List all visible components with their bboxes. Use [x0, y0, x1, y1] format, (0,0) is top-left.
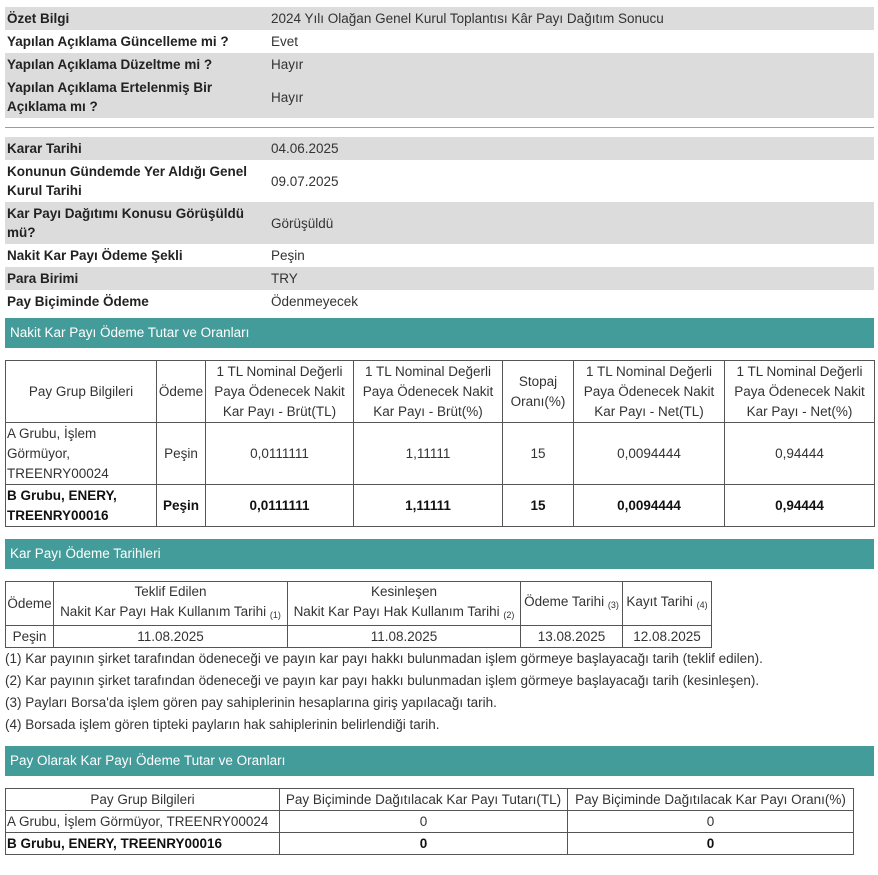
table-row — [6, 423, 875, 485]
table-cell: 11.08.2025 — [54, 626, 288, 648]
stock-dividend-table — [5, 788, 854, 855]
table-cell: 1,11111 — [354, 485, 503, 527]
summary-row — [5, 53, 874, 76]
header-cell — [521, 582, 623, 626]
table-cell: 0,94444 — [725, 423, 875, 485]
footnote: (3) Payları Borsa'da işlem gören pay sahiplerinin hesaplarına giriş yapılacağı tarih. — [5, 695, 497, 710]
details-row — [5, 290, 874, 313]
table-cell: 0 — [280, 833, 568, 855]
details-value: Ödenmeyecek — [271, 294, 359, 309]
details-value: Görüşüldü — [267, 202, 874, 244]
group-cell: A Grubu, İşlem Görmüyor, TREENRY00024 — [6, 423, 157, 485]
header-cell: Pay Grup Bilgileri — [6, 789, 280, 811]
header-cell: 1 TL Nominal Değerli Paya Ödenecek Nakit Kar Payı - Net(TL) — [574, 361, 725, 423]
header-text: Nakit Kar Payı Hak Kullanım Tarihi — [60, 604, 267, 619]
header-cell — [54, 582, 288, 626]
details-row — [5, 244, 874, 267]
header-cell: 1 TL Nominal Değerli Paya Ödenecek Nakit Kar Payı - Brüt(TL) — [206, 361, 354, 423]
table-cell: Peşin — [6, 626, 54, 648]
header-text: Ödeme Tarihi — [524, 594, 605, 609]
summary-value: Evet — [271, 34, 299, 49]
table-cell: 13.08.2025 — [521, 626, 623, 648]
cash-dividend-table — [5, 360, 875, 527]
header-text: Kayıt Tarihi — [626, 594, 693, 609]
group-cell: B Grubu, ENERY, TREENRY00016 — [6, 485, 157, 527]
summary-row — [5, 30, 874, 53]
table-cell: 15 — [503, 423, 574, 485]
table-cell: 11.08.2025 — [288, 626, 521, 648]
table-header-row — [6, 582, 712, 626]
table-row — [6, 626, 712, 648]
summary-value: Hayır — [267, 76, 874, 118]
header-cell: 1 TL Nominal Değerli Paya Ödenecek Nakit Kar Payı - Net(%) — [725, 361, 875, 423]
details-row — [5, 160, 874, 202]
table-cell: 0 — [568, 833, 854, 855]
summary-value: 2024 Yılı Olağan Genel Kurul Toplantısı Kâr Payı Dağıtım Sonucu — [267, 7, 874, 30]
table-cell: 0 — [280, 811, 568, 833]
details-label: Para Birimi — [5, 267, 267, 290]
footnote: (2) Kar payının şirket tarafından ödeneceği ve payın kar payı hakkı bulunmadan işlem görmeye başlayacağı tarih (kesinleşen). — [5, 673, 760, 688]
table-cell: 0,0111111 — [206, 423, 354, 485]
table-cell: 15 — [503, 485, 574, 527]
details-value: 09.07.2025 — [271, 173, 339, 189]
summary-label: Özet Bilgi — [5, 7, 267, 30]
header-cell: Ödeme — [157, 361, 206, 423]
details-table — [5, 137, 874, 313]
details-label: Kar Payı Dağıtımı Konusu Görüşüldü mü? — [5, 202, 267, 244]
header-cell: Stopaj Oranı(%) — [503, 361, 574, 423]
section-header-cash: Nakit Kar Payı Ödeme Tutar ve Oranları — [5, 318, 874, 348]
footnote-ref: (3) — [607, 600, 619, 610]
details-value: Peşin — [271, 248, 305, 263]
table-cell: Peşin — [157, 485, 206, 527]
table-header-row — [6, 361, 875, 423]
table-cell: 0 — [568, 811, 854, 833]
group-cell: B Grubu, ENERY, TREENRY00016 — [6, 833, 280, 855]
section-header-stock: Pay Olarak Kar Payı Ödeme Tutar ve Oranları — [5, 746, 874, 776]
header-cell: Pay Biçiminde Dağıtılacak Kar Payı Tutarı(TL) — [280, 789, 568, 811]
header-line: Kesinleşen — [370, 584, 438, 599]
summary-row — [5, 7, 874, 30]
summary-label: Yapılan Açıklama Güncelleme mi ? — [7, 34, 229, 49]
table-row — [6, 833, 854, 855]
section-header-dates: Kar Payı Ödeme Tarihleri — [5, 539, 874, 569]
details-value: 04.06.2025 — [267, 137, 874, 160]
details-row — [5, 202, 874, 244]
header-cell: 1 TL Nominal Değerli Paya Ödenecek Nakit Kar Payı - Brüt(%) — [354, 361, 503, 423]
header-cell: Pay Biçiminde Dağıtılacak Kar Payı Oranı(%) — [568, 789, 854, 811]
summary-row — [5, 76, 874, 118]
footnote-ref: (1) — [269, 610, 281, 620]
payment-dates-table — [5, 581, 712, 648]
details-row — [5, 137, 874, 160]
header-line: Teklif Edilen — [134, 584, 207, 599]
details-label: Nakit Kar Payı Ödeme Şekli — [7, 248, 183, 263]
footnote: (1) Kar payının şirket tarafından ödeneceği ve payın kar payı hakkı bulunmadan işlem görmeye başlayacağı tarih (teklif edilen). — [5, 651, 763, 666]
details-value: TRY — [267, 267, 874, 290]
table-cell: 0,94444 — [725, 485, 875, 527]
summary-value: Hayır — [267, 53, 874, 76]
group-cell: A Grubu, İşlem Görmüyor, TREENRY00024 — [6, 811, 280, 833]
details-row — [5, 267, 874, 290]
table-cell: 0,0094444 — [574, 423, 725, 485]
footnote-ref: (4) — [696, 600, 708, 610]
disclosure-document — [5, 7, 874, 855]
table-cell: 0,0094444 — [574, 485, 725, 527]
details-label: Konunun Gündemde Yer Aldığı Genel Kurul Tarihi — [7, 164, 248, 198]
header-text: Nakit Kar Payı Hak Kullanım Tarihi — [293, 604, 500, 619]
footnote-ref: (2) — [503, 610, 515, 620]
details-label: Karar Tarihi — [5, 137, 267, 160]
table-cell: 0,0111111 — [206, 485, 354, 527]
table-header-row — [6, 789, 854, 811]
header-line — [289, 602, 519, 625]
header-cell: Ödeme — [6, 582, 54, 626]
summary-label: Yapılan Açıklama Düzeltme mi ? — [5, 53, 267, 76]
table-cell: Peşin — [157, 423, 206, 485]
divider — [5, 127, 874, 128]
table-cell: 1,11111 — [354, 423, 503, 485]
header-cell: Pay Grup Bilgileri — [6, 361, 157, 423]
table-row — [6, 811, 854, 833]
summary-table — [5, 7, 874, 118]
header-cell — [288, 582, 521, 626]
details-label: Pay Biçiminde Ödeme — [7, 294, 149, 309]
table-row — [6, 485, 875, 527]
summary-label: Yapılan Açıklama Ertelenmiş Bir Açıklama mı ? — [5, 76, 267, 118]
table-cell: 12.08.2025 — [623, 626, 712, 648]
header-cell — [623, 582, 712, 626]
header-line — [55, 602, 286, 625]
footnote: (4) Borsada işlem gören tipteki payların hak sahiplerinin belirlendiği tarih. — [5, 717, 440, 732]
